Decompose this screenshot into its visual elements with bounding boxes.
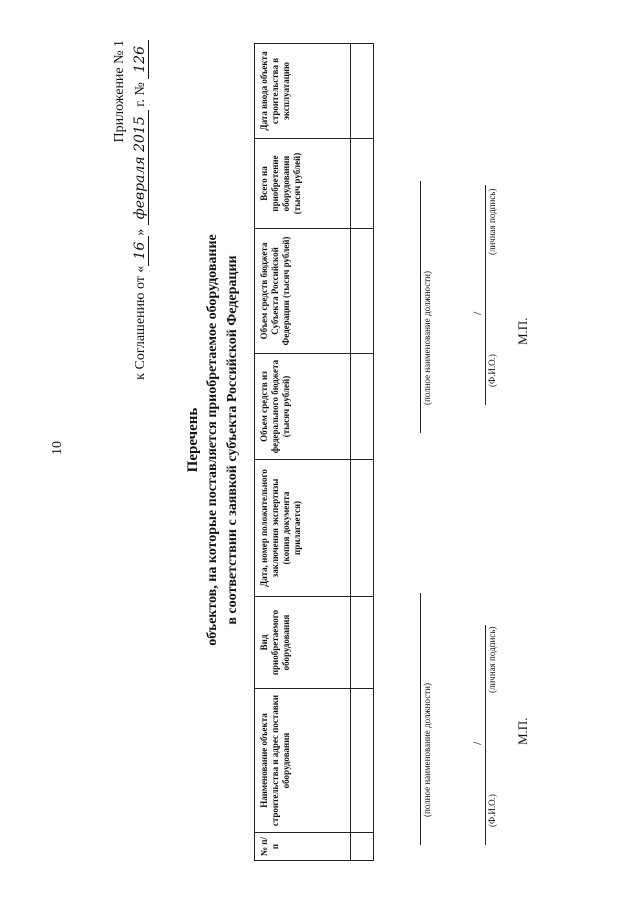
- table-cell: [351, 460, 374, 597]
- document-subtitle-line1: объектов, на которые поставляется приобретаемое оборудование: [205, 234, 220, 646]
- header-cell-total: Всего на приобретение оборудования (тысяч рублей): [255, 139, 351, 229]
- right-signature-caption: (личная подпись): [487, 188, 497, 255]
- appendix-header: [110, 40, 151, 460]
- agreement-number: 126: [132, 40, 149, 79]
- document-title-block: [183, 205, 243, 675]
- right-position-line: [420, 181, 421, 433]
- right-name-caption: (Ф.И.О.): [487, 354, 497, 387]
- header-cell-regional-budget: Объем средств бюджета Субъекта Российской Федерации (тысяч рублей): [255, 229, 351, 354]
- agreement-prefix: к Соглашению от «: [133, 265, 148, 380]
- left-name-line: [485, 625, 486, 845]
- header-cell-commissioning-date: Дата ввода объекта строительства в эксплуатацию: [255, 44, 351, 139]
- right-stamp-label: М.П.: [515, 317, 530, 345]
- left-signature-caption: (личная подпись): [487, 626, 497, 693]
- objects-table: [254, 43, 374, 861]
- agreement-number-label: г. №: [133, 82, 148, 107]
- table-header-row: [255, 44, 351, 861]
- table-cell: [351, 354, 374, 460]
- left-name-caption: (Ф.И.О.): [487, 794, 497, 827]
- table-cell: [351, 833, 374, 861]
- page-number: 10: [50, 441, 65, 455]
- left-separator: /: [470, 741, 484, 745]
- document-subtitle-line2: в соответствии с заявкой субъекта Российской Федерации: [225, 255, 240, 625]
- left-position-line: [420, 593, 421, 845]
- right-name-line: [485, 185, 486, 405]
- table-cell: [351, 689, 374, 833]
- header-cell-expertise-conclusion: Дата, номер положительного заключения экспертизы (копия документа прилагается): [255, 460, 351, 597]
- document-title: Перечень: [185, 407, 201, 473]
- header-cell-object-name: Наименование объекта строительства и адрес поставки оборудования: [255, 689, 351, 833]
- table-cell: [351, 139, 374, 229]
- right-position-caption: (полное наименование должности): [422, 271, 432, 405]
- header-cell-number: № п/п: [255, 833, 351, 861]
- table-cell: [351, 44, 374, 139]
- left-position-caption: (полное наименование должности): [422, 683, 432, 817]
- agreement-reference: к Соглашению от «16» февраля 2015 г. № 126: [130, 40, 151, 460]
- header-cell-federal-budget: Объем средств из федерального бюджета (тысяч рублей): [255, 354, 351, 460]
- right-separator: /: [470, 311, 484, 315]
- agreement-day: 16: [132, 236, 149, 266]
- agreement-month-year: февраля 2015: [132, 110, 149, 225]
- table-cell: [351, 597, 374, 689]
- header-cell-equipment-type: Вид приобретаемого оборудования: [255, 597, 351, 689]
- table-cell: [351, 229, 374, 354]
- table-row: [351, 44, 374, 861]
- appendix-title: Приложение № 1: [112, 40, 127, 143]
- left-stamp-label: М.П.: [515, 717, 530, 745]
